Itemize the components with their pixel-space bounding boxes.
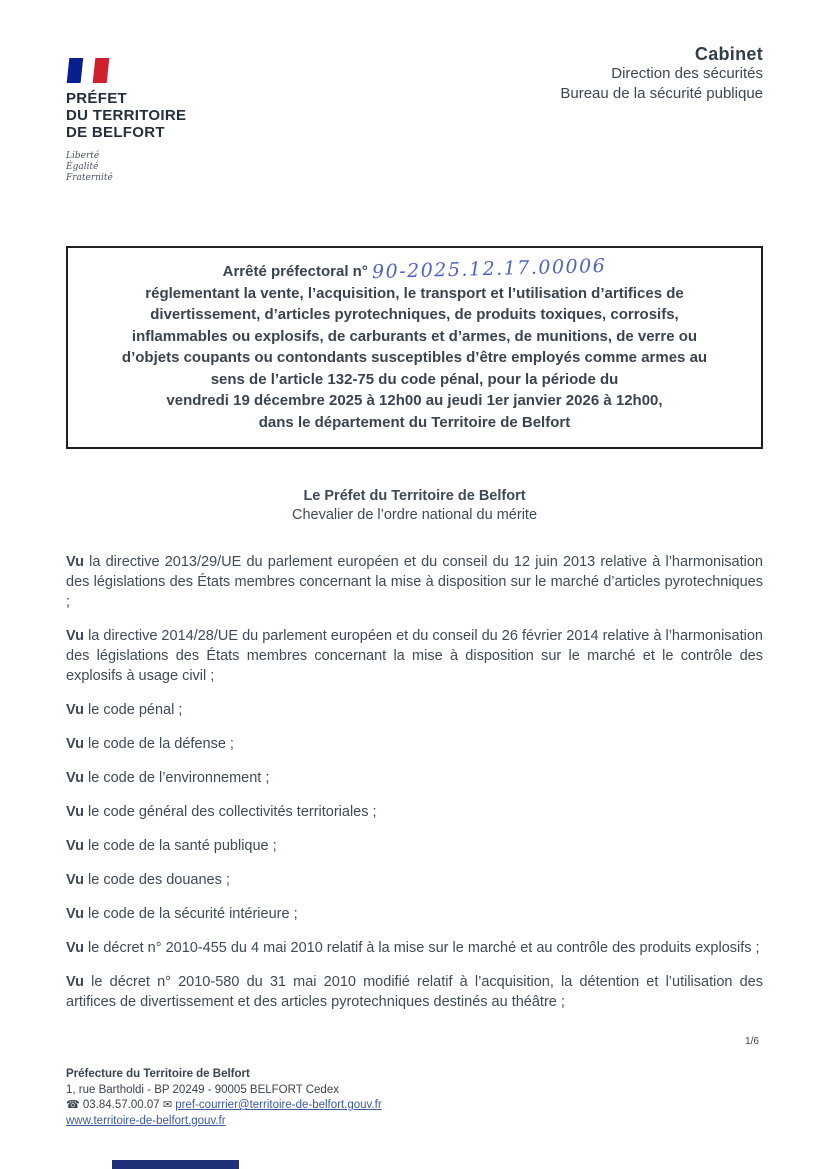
- issuing-service-block: [560, 44, 763, 104]
- motto-line-2: Égalité: [66, 162, 99, 172]
- decree-title-line: inflammables ou explosifs, de carburants et d’armes, de munitions, de verre ou: [131, 327, 698, 345]
- footer-email-link[interactable]: pref-courrier@territoire-de-belfort.gouv.fr: [175, 1099, 382, 1111]
- footer-website-line: [66, 1114, 763, 1130]
- recital: [66, 802, 763, 822]
- recital-lead: Vu: [66, 974, 84, 990]
- recital-text: le décret n° 2010-580 du 31 mai 2010 modifié relatif à l’acquisition, la détention et l’utilisation des artifices de divertissement et des articles pyrotechniques destinés au théâtre ;: [66, 974, 764, 1010]
- decree-title-line: dans le département du Territoire de Belfort: [258, 413, 571, 431]
- recital-text: le code de la santé publique ;: [88, 838, 277, 854]
- recital: [66, 768, 763, 788]
- recital-text: le décret n° 2010-455 du 4 mai 2010 relatif à la mise sur le marché et au contrôle des produits explosifs ;: [88, 940, 760, 956]
- service-direction: Direction des sécurités: [611, 65, 763, 82]
- email-icon: ✉: [162, 1099, 173, 1111]
- footer-website-link[interactable]: www.territoire-de-belfort.gouv.fr: [66, 1114, 226, 1127]
- recital-lead: Vu: [66, 736, 84, 752]
- recitals: [66, 552, 763, 1026]
- recital-lead: Vu: [66, 940, 84, 956]
- recital-text: le code général des collectivités territoriales ;: [88, 804, 377, 820]
- recital: [66, 836, 763, 856]
- recital-lead: Vu: [66, 906, 84, 922]
- phone-icon: ☎: [66, 1099, 80, 1111]
- recital: [66, 972, 763, 1012]
- recital: [66, 552, 763, 612]
- signatory-subtitle: Chevalier de l’ordre national du mérite: [291, 507, 538, 523]
- decree-title-line: d’objets coupants ou contondants susceptibles d’être employés comme armes au: [121, 349, 708, 366]
- recital-text: le code des douanes ;: [88, 872, 230, 888]
- recital-lead: Vu: [66, 554, 84, 570]
- recital: [66, 700, 763, 720]
- scan-artifact-bar: [112, 1160, 239, 1169]
- motto-line-1: Liberté: [66, 151, 100, 161]
- recital: [66, 904, 763, 924]
- page-number: 1/6: [745, 1036, 759, 1047]
- footer: [66, 1067, 763, 1169]
- french-flag-icon: [68, 58, 109, 83]
- recital: [66, 870, 763, 890]
- decree-title-line: réglementant la vente, l’acquisition, le transport et l’utilisation d’artifices de: [145, 284, 684, 302]
- recital-text: le code pénal ;: [88, 702, 183, 718]
- recital-lead: Vu: [66, 872, 84, 888]
- footer-prefecture-name: Préfecture du Territoire de Belfort: [66, 1068, 250, 1080]
- recital-lead: Vu: [66, 838, 84, 854]
- republic-motto: [66, 151, 266, 184]
- decree-title-line: divertissement, d’articles pyrotechniques, de produits toxiques, corrosifs,: [150, 306, 679, 323]
- decree-title-box: [66, 246, 763, 449]
- service-title: Cabinet: [694, 44, 763, 64]
- logo-line-3: DE BELFORT: [66, 124, 165, 141]
- recital: [66, 734, 763, 754]
- recital: [66, 938, 763, 958]
- logo-line-2: DU TERRITOIRE: [66, 107, 187, 124]
- signatory-block: [66, 487, 763, 525]
- decree-number-prefix: Arrêté préfectoral n°: [222, 263, 368, 280]
- prefecture-logo-text: [66, 90, 266, 141]
- footer-contact-line: [66, 1098, 763, 1114]
- recital-text: le code de la défense ;: [88, 736, 234, 752]
- recital-text: la directive 2014/28/UE du parlement européen et du conseil du 26 février 2014 relative à l’harmonisation des législations des États membres concernant la mise à disposition sur le marché et le contrôle des explosifs à usage civil ;: [66, 628, 764, 684]
- recital-lead: Vu: [66, 628, 84, 644]
- recital: [66, 626, 763, 686]
- signatory-title: Le Préfet du Territoire de Belfort: [303, 488, 526, 504]
- footer-phone: 03.84.57.00.07: [82, 1099, 160, 1111]
- recital-text: la directive 2013/29/UE du parlement européen et du conseil du 12 juin 2013 relative à l’harmonisation des législations des États membres concernant la mise à disposition sur le marché d’articles pyrotechniques ;: [66, 554, 763, 610]
- page-header: [66, 44, 763, 184]
- service-bureau: Bureau de la sécurité publique: [560, 85, 763, 102]
- footer-address: 1, rue Bartholdi - BP 20249 - 90005 BELFORT Cedex: [66, 1083, 339, 1096]
- recital-lead: Vu: [66, 804, 84, 820]
- prefecture-logo: [66, 44, 266, 184]
- handwritten-decree-number: 90-2025.12.17.00006: [371, 254, 607, 284]
- recital-text: le code de la sécurité intérieure ;: [88, 906, 298, 922]
- decree-title-line: sens de l’article 132-75 du code pénal, pour la période du: [210, 370, 619, 388]
- recital-text: le code de l’environnement ;: [88, 770, 270, 786]
- motto-line-3: Fraternité: [66, 173, 113, 183]
- decree-number-line: [80, 254, 749, 284]
- recital-lead: Vu: [66, 702, 84, 718]
- recital-lead: Vu: [66, 770, 84, 786]
- logo-line-1: PRÉFET: [66, 90, 127, 107]
- decree-title-line: vendredi 19 décembre 2025 à 12h00 au jeudi 1er janvier 2026 à 12h00,: [166, 392, 663, 409]
- page-bottom: [66, 1036, 763, 1169]
